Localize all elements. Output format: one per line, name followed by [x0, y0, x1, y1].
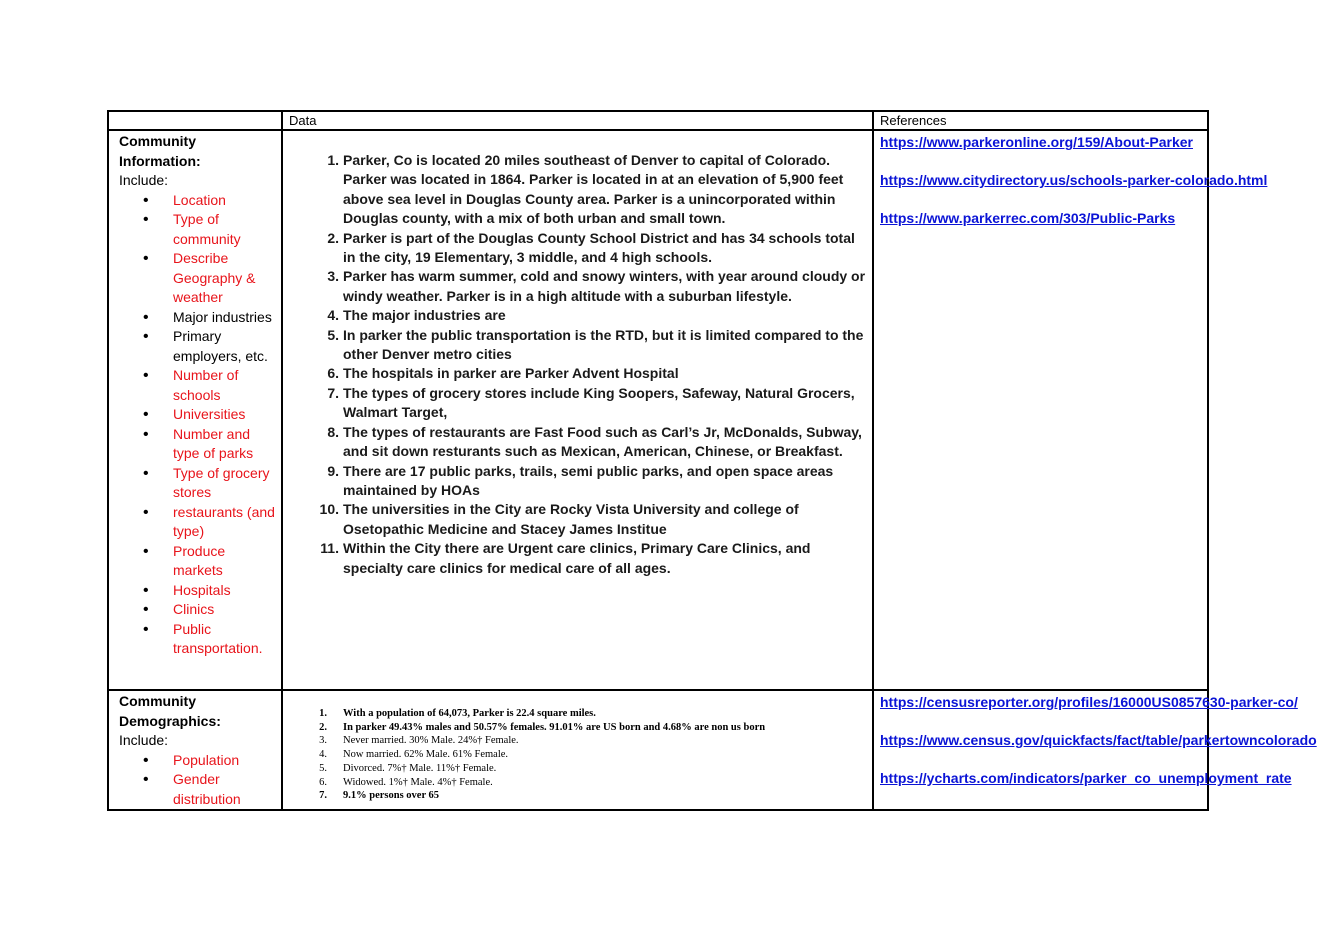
row-title-line1: Community [119, 693, 196, 709]
list-item: • Hospitals [119, 581, 281, 601]
list-item: • Number and type of parks [119, 425, 281, 464]
list-item: • Population [119, 751, 281, 771]
checklist [119, 191, 281, 659]
data-item: 6. Widowed. 1%† Male. 4%† Female. [319, 776, 493, 788]
list-item: • Universities [119, 405, 281, 425]
data-item: 10. The universities in the City are Rocky Vista University and college of Osetopathic Medicine and Stacey James Institue [319, 501, 799, 537]
reference-link[interactable]: https://www.parkeronline.org/159/About-Parker [880, 134, 1193, 150]
data-item: 9. There are 17 public parks, trails, semi public parks, and open space areas maintained by HOAs [327, 462, 834, 498]
data-item: 7. 9.1% persons over 65 [319, 790, 440, 802]
list-item: • Clinics [119, 600, 281, 620]
header-cell-references: References [873, 111, 1208, 130]
reference-link[interactable]: https://www.parkerrec.com/303/Public-Parks [880, 210, 1176, 226]
data-item: 7. The types of grocery stores include King Soopers, Safeway, Natural Grocers, Walmart Target, [327, 384, 855, 421]
data-item: 1. With a population of 64,073, Parker is 22.4 square miles. [319, 708, 596, 719]
label-cell [108, 690, 282, 810]
reference-link[interactable]: https://ycharts.com/indicators/parker_co_unemployment_rate [880, 770, 1292, 786]
header-cell-data: Data [282, 111, 873, 130]
data-item: 3. Never married. 30% Male. 24%† Female. [319, 735, 519, 747]
data-item: 6. The hospitals in parker are Parker Advent Hospital [327, 365, 679, 382]
list-item: • Describe Geography & weather [119, 249, 281, 308]
list-item: • Type of community [119, 210, 281, 249]
list-item: • restaurants (and type) [119, 503, 281, 542]
row-title-line2: Demographics: [119, 712, 221, 729]
data-item: 11. Within the City there are Urgent care clinics, Primary Care Clinics, and specialty care clinics for medical care of all ages. [320, 540, 811, 576]
document-page [107, 110, 1317, 810]
list-item: • Major industries [119, 308, 281, 328]
row-title-line2: Information: [119, 152, 201, 169]
label-cell [108, 130, 282, 690]
list-item: • Public transportation. [119, 620, 281, 659]
list-item: • Type of grocery stores [119, 464, 281, 503]
references-cell [873, 130, 1268, 690]
include-label: Include: [119, 732, 169, 748]
checklist [119, 751, 281, 810]
data-item: 8. The types of restaurants are Fast Food such as Carl’s Jr, McDonalds, Subway, and sit down resturants such as Mexican, American, Chinese, or Breakfast. [327, 423, 862, 460]
list-item: • Primary employers, etc. [119, 327, 281, 366]
data-item: 4. Now married. 62% Male. 61% Female. [319, 749, 509, 761]
list-item: • Gender distribution [119, 770, 281, 809]
data-item: 5. In parker the public transportation is the RTD, but it is limited compared to the other Denver metro cities [327, 326, 864, 363]
table-row-community-information [108, 130, 1208, 690]
row-title-line1: Community [119, 133, 196, 149]
data-cell [282, 690, 873, 810]
community-assessment-table [107, 110, 1317, 811]
data-item: 2. Parker is part of the Douglas County School District and has 34 schools total in the city, 19 Elementary, 3 middle, and 4 high schools. [327, 229, 855, 266]
header-row [108, 111, 1208, 130]
data-item: 5. Divorced. 7%† Male. 11%† Female. [319, 762, 497, 774]
data-item: 4. The major industries are [327, 307, 506, 324]
table-row-community-demographics [108, 690, 1208, 810]
data-list [309, 151, 866, 578]
references-cell [873, 690, 1317, 810]
reference-link[interactable]: https://www.citydirectory.us/schools-parker-colorado.html [880, 172, 1268, 188]
data-list [309, 707, 866, 803]
data-item: 1. Parker, Co is located 20 miles southeast of Denver to capital of Colorado. Parker was located in 1864. Parker is located in at an elevation of 5,900 feet above sea level in Douglas County area. Parker is a unincorporated within Douglas county, with a mix of both urban and small town. [327, 152, 844, 227]
data-item: 2. In parker 49.43% males and 50.57% females. 91.01% are US born and 4.68% are non us born [319, 721, 766, 733]
list-item: • Produce markets [119, 542, 281, 581]
reference-link[interactable]: https://censusreporter.org/profiles/16000US0857630-parker-co/ [880, 694, 1298, 710]
include-label: Include: [119, 172, 169, 188]
reference-link[interactable]: https://www.census.gov/quickfacts/fact/table/parkertowncolorado [880, 732, 1317, 748]
list-item: • Location [119, 191, 281, 211]
data-item: 3. Parker has warm summer, cold and snowy winters, with year around cloudy or windy weather. Parker is in a high altitude with a suburban lifestyle. [327, 268, 866, 304]
header-cell-blank [108, 111, 282, 130]
data-cell [282, 130, 873, 690]
list-item: • Number of schools [119, 366, 281, 405]
